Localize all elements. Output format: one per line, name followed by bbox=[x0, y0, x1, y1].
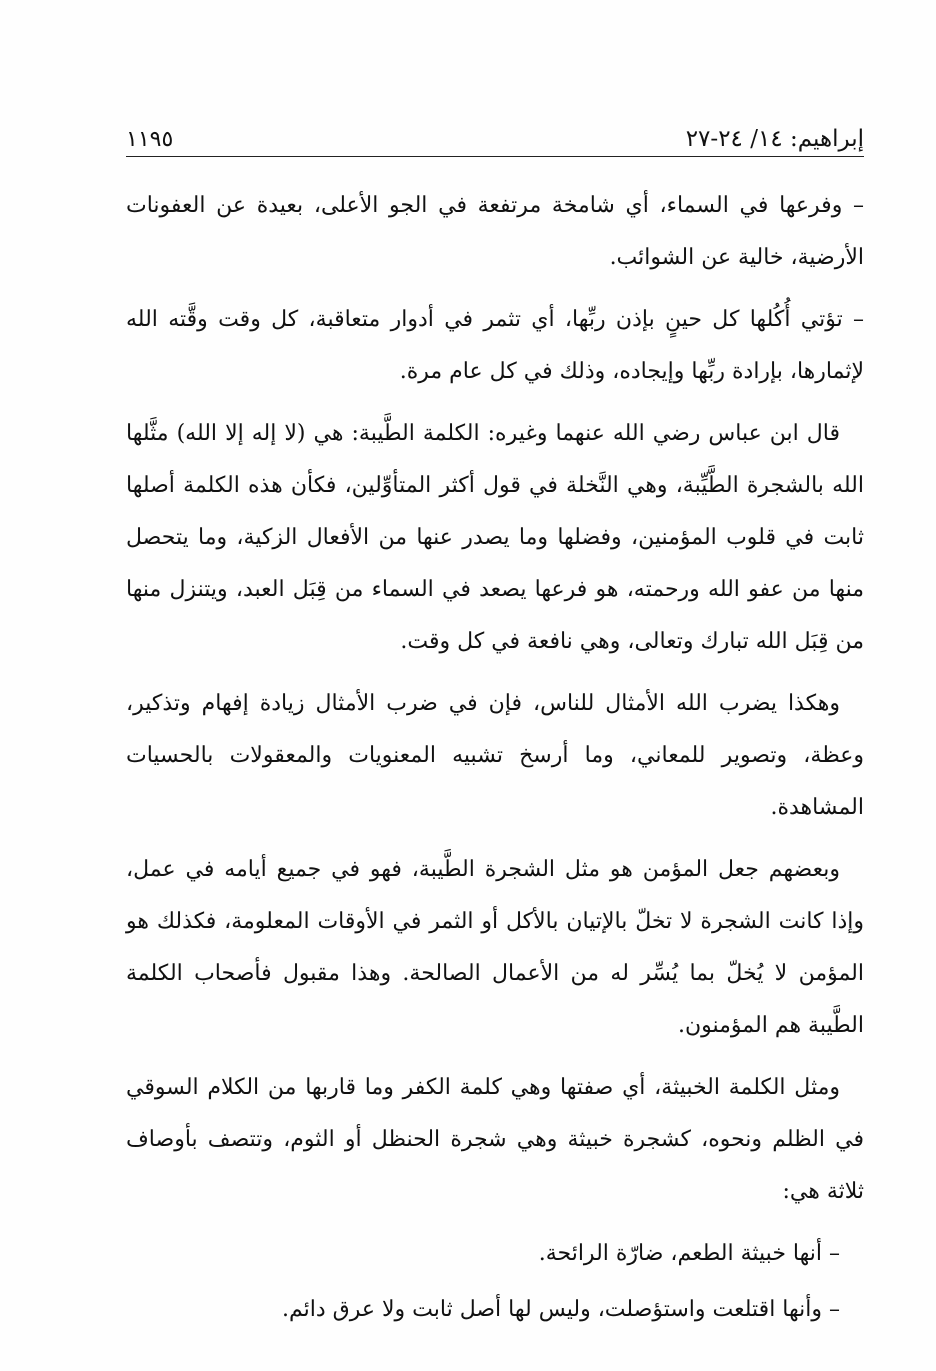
bullet-bad-taste: – أنها خبيثة الطعم، ضارّة الرائحة. bbox=[538, 1241, 840, 1266]
running-title: إبراهيم: ١٤/ ٢٤-٢٧ bbox=[685, 126, 864, 152]
paragraph-ibn-abbas: قال ابن عباس رضي الله عنهما وغيره: الكلمة الطَّيبة: هي (لا إله إلا الله) مثَّلها الله بالشجرة الطَّيِّبة، وهي النَّخلة في قول أكثر المتأوِّلين، فكأن هذه الكلمة أصلها ثابت في قلوب المؤمنين، وفضلها وما يصدر عنها من الأفعال الزكية، وما يتحصل منها من عفو الله ورحمته، هو فرعها يصعد في السماء من قِبَل العبد، ويتنزل منها من قِبَل الله تبارك وتعالى، وهي نافعة في كل وقت. bbox=[126, 421, 864, 654]
paragraph-parables: وهكذا يضرب الله الأمثال للناس، فإن في ضرب الأمثال زيادة إفهام وتذكير، وعظة، وتصوير للمعاني، وما أرسخ تشبيه المعنويات والمعقولات بالحسيات المشاهدة. bbox=[126, 691, 864, 820]
page-body bbox=[126, 180, 864, 1340]
paragraph-yields-fruit: – تؤتي أُكُلها كل حينٍ بإذن ربِّها، أي تثمر في أدوار متعاقبة، كل وقت وقَّته الله لإثمارها، بإرادة ربِّها وإيجاده، وذلك في كل عام مرة. bbox=[126, 307, 865, 384]
header-divider bbox=[126, 156, 864, 157]
page-header bbox=[126, 112, 864, 152]
page-number: ١١٩٥ bbox=[126, 127, 174, 152]
bullet-uprooted: – وأنها اقتلعت واستؤصلت، وليس لها أصل ثابت ولا عرق دائم. bbox=[282, 1297, 840, 1322]
paragraph-evil-word: ومثل الكلمة الخبيثة، أي صفتها وهي كلمة الكفر وما قاربها من الكلام السوقي في الظلم ونحوه، كشجرة خبيثة وهي شجرة الحنظل أو الثوم، وتتصف بأوصاف ثلاثة هي: bbox=[126, 1075, 864, 1204]
paragraph-branch-in-sky: – وفرعها في السماء، أي شامخة مرتفعة في الجو الأعلى، بعيدة عن العفونات الأرضية، خالية عن الشوائب. bbox=[126, 193, 864, 270]
paragraph-believer-tree: وبعضهم جعل المؤمن هو مثل الشجرة الطَّيبة، فهو في جميع أيامه في عمل، وإذا كانت الشجرة لا تخلّ بالإتيان بالأكل أو الثمر في الأوقات المعلومة، فكذلك هو المؤمن لا يُخلّ بما يُسِّر له من الأعمال الصالحة. وهذا مقبول فأصحاب الكلمة الطَّيبة هم المؤمنون. bbox=[126, 857, 864, 1038]
